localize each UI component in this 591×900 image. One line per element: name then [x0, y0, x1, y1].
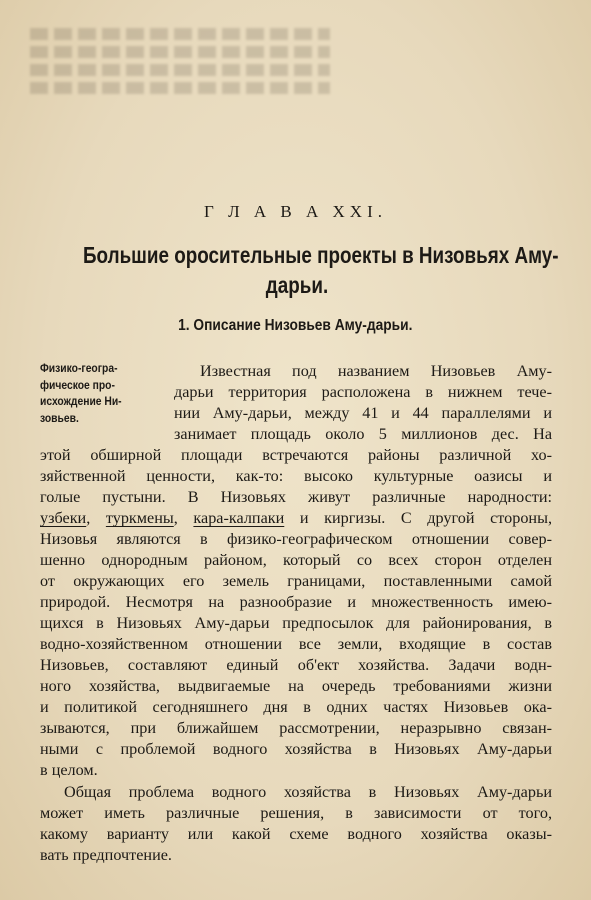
chapter-title-line-2: дарьи. [265, 272, 329, 298]
paragraph-line: Низовья являются в физико-географическом отношении совер- [40, 530, 552, 548]
chapter-title [82, 240, 559, 300]
paragraph-line: занимает площадь около 5 миллионов дес. На [174, 425, 552, 443]
margin-note-line: фическое про- [40, 377, 115, 392]
paragraph-line: шенно однородным районом, который со всех сторон отделен [40, 551, 552, 569]
paragraph-line: природой. Несмотря на разнообразие и множественность имею- [40, 593, 552, 611]
margin-note [40, 360, 152, 426]
underlined-word: узбеки [40, 509, 87, 527]
paragraph-line: зываются, при ближайшем рассмотрении, неразрывно связан- [40, 719, 552, 737]
paragraph-line: от окружающих его земель границами, поставленными самой [40, 572, 552, 590]
margin-note-line: исхождение Ни- [40, 394, 122, 408]
paragraph-line: голые пустыни. В Низовьях живут различные народности: [40, 488, 552, 506]
chapter-heading: Г Л А В А XXI. [204, 202, 387, 221]
paragraph-line: дарьи территория расположена в нижнем тече- [174, 383, 552, 401]
paragraph-line: Общая проблема водного хозяйства в Низовьях Аму-дарьи [64, 783, 552, 801]
paragraph-line: нии Аму-дарьи, между 41 и 44 параллелями и [174, 404, 552, 422]
paragraph-line: Известная под названием Низовьев Аму- [200, 362, 552, 380]
underlined-word: кара-калпаки [193, 509, 285, 527]
paragraph-line: щихся в Низовьях Аму-дарьи предпосылок для районирования, в [40, 614, 552, 632]
chapter-title-line-1: Большие оросительные проекты в Низовьях Аму- [82, 242, 559, 268]
paragraph-line: ного хозяйства, выдвигаемые на очередь требованиями жизни [40, 677, 552, 695]
section-heading-text: 1. Описание Низовьев Аму-дарьи. [178, 317, 413, 334]
margin-note-line: Физико-геогра- [40, 361, 118, 375]
underlined-word: туркмены [105, 509, 174, 527]
paragraph-line: вать предпочтение. [40, 846, 172, 864]
paragraph-line: может иметь различные решения, в зависимости от того, [40, 804, 552, 822]
paragraph-line: и политикой сегодняшнего дня в одних частях Низовьев ока- [40, 698, 552, 716]
paragraph-line-underlined: узбеки, туркмены, кара-калпаки и киргизы. С другой стороны, [40, 509, 553, 527]
paragraph-line: Низовьев, составляют единый об'ект хозяйства. Задачи водн- [40, 656, 552, 674]
margin-note-line: зовьев. [40, 410, 79, 425]
section-heading [0, 317, 591, 335]
paragraph-line: в целом. [40, 761, 98, 779]
paragraph-line: ными с проблемой водного хозяйства в Низовьях Аму-дарьи [40, 740, 552, 758]
paragraph-line: зяйственной ценности, как-то: высоко культурные оазисы и [40, 467, 552, 485]
paragraph-line: этой обширной площади встречаются районы различной хо- [40, 446, 552, 464]
paragraph-line: какому варианту или какой схеме водного хозяйства оказы- [40, 825, 552, 843]
paragraph-line: водно-хозяйственном отношении все земли, входящие в состав [40, 635, 552, 653]
show-through-text [30, 22, 330, 112]
